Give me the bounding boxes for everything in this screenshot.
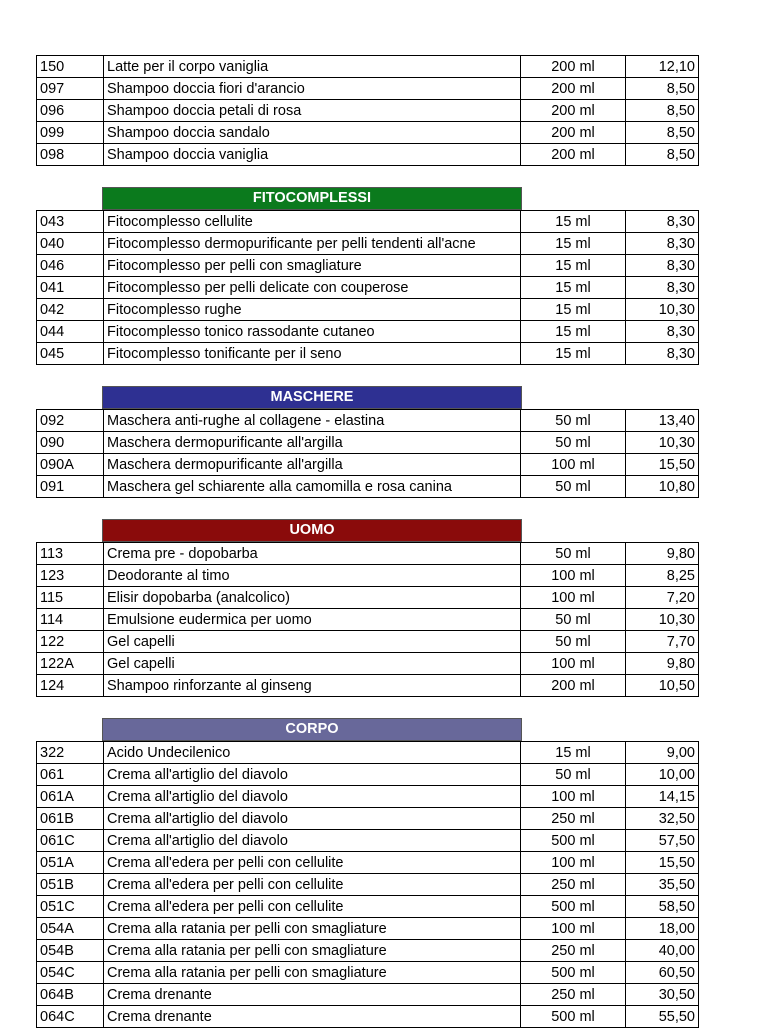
- product-price: 8,30: [626, 277, 699, 299]
- product-price: 10,00: [626, 764, 699, 786]
- product-name: Crema alla ratania per pelli con smagliature: [104, 940, 521, 962]
- product-quantity: 100 ml: [521, 653, 626, 675]
- table-row: [37, 299, 699, 321]
- product-code: 064B: [37, 984, 104, 1006]
- product-quantity: 100 ml: [521, 786, 626, 808]
- product-quantity: 200 ml: [521, 675, 626, 697]
- product-code: 061: [37, 764, 104, 786]
- table-row: [37, 786, 699, 808]
- product-name: Crema alla ratania per pelli con smagliature: [104, 962, 521, 984]
- product-code: 041: [37, 277, 104, 299]
- product-code: 090: [37, 432, 104, 454]
- product-code: 122: [37, 631, 104, 653]
- product-price: 30,50: [626, 984, 699, 1006]
- table-row: [37, 100, 699, 122]
- product-quantity: 500 ml: [521, 962, 626, 984]
- section-spacer: [36, 365, 695, 386]
- product-name: Crema drenante: [104, 1006, 521, 1028]
- product-code: 113: [37, 543, 104, 565]
- product-price: 10,30: [626, 609, 699, 631]
- product-code: 054B: [37, 940, 104, 962]
- product-price: 8,30: [626, 321, 699, 343]
- section-table-fitocomplessi: [36, 210, 699, 365]
- table-row: [37, 144, 699, 166]
- product-quantity: 500 ml: [521, 830, 626, 852]
- product-price: 58,50: [626, 896, 699, 918]
- product-quantity: 100 ml: [521, 918, 626, 940]
- product-quantity: 200 ml: [521, 78, 626, 100]
- table-row: [37, 233, 699, 255]
- product-name: Emulsione eudermica per uomo: [104, 609, 521, 631]
- product-price: 32,50: [626, 808, 699, 830]
- product-code: 090A: [37, 454, 104, 476]
- product-price: 15,50: [626, 852, 699, 874]
- table-row: [37, 830, 699, 852]
- table-row: [37, 874, 699, 896]
- product-quantity: 50 ml: [521, 631, 626, 653]
- product-code: 044: [37, 321, 104, 343]
- product-price: 60,50: [626, 962, 699, 984]
- section-table-maschere: [36, 409, 699, 498]
- product-price: 14,15: [626, 786, 699, 808]
- product-quantity: 100 ml: [521, 852, 626, 874]
- product-name: Maschera anti-rughe al collagene - elastina: [104, 410, 521, 432]
- product-name: Maschera dermopurificante all'argilla: [104, 432, 521, 454]
- product-price: 8,30: [626, 211, 699, 233]
- product-quantity: 500 ml: [521, 1006, 626, 1028]
- product-price: 15,50: [626, 454, 699, 476]
- product-code: 122A: [37, 653, 104, 675]
- product-price: 8,50: [626, 100, 699, 122]
- product-name: Fitocomplesso cellulite: [104, 211, 521, 233]
- product-name: Acido Undecilenico: [104, 742, 521, 764]
- table-row: [37, 984, 699, 1006]
- product-quantity: 200 ml: [521, 144, 626, 166]
- section-spacer: [36, 166, 695, 187]
- product-name: Shampoo doccia vaniglia: [104, 144, 521, 166]
- table-row: [37, 962, 699, 984]
- product-code: 054A: [37, 918, 104, 940]
- product-name: Crema all'artiglio del diavolo: [104, 830, 521, 852]
- product-code: 150: [37, 56, 104, 78]
- product-code: 091: [37, 476, 104, 498]
- product-code: 097: [37, 78, 104, 100]
- table-row: [37, 78, 699, 100]
- product-price: 35,50: [626, 874, 699, 896]
- table-row: [37, 211, 699, 233]
- product-code: 124: [37, 675, 104, 697]
- table-row: [37, 122, 699, 144]
- product-code: 061B: [37, 808, 104, 830]
- table-row: [37, 764, 699, 786]
- product-price: 9,00: [626, 742, 699, 764]
- product-name: Shampoo rinforzante al ginseng: [104, 675, 521, 697]
- product-name: Fitocomplesso dermopurificante per pelli tendenti all'acne: [104, 233, 521, 255]
- product-code: 045: [37, 343, 104, 365]
- section-header-corpo: CORPO: [102, 718, 522, 741]
- section-spacer: [36, 498, 695, 519]
- product-price: 9,80: [626, 543, 699, 565]
- product-price: 55,50: [626, 1006, 699, 1028]
- product-name: Gel capelli: [104, 631, 521, 653]
- table-row: [37, 742, 699, 764]
- product-price: 40,00: [626, 940, 699, 962]
- product-name: Crema all'artiglio del diavolo: [104, 764, 521, 786]
- product-quantity: 50 ml: [521, 609, 626, 631]
- product-price: 7,20: [626, 587, 699, 609]
- product-price: 8,50: [626, 78, 699, 100]
- product-name: Deodorante al timo: [104, 565, 521, 587]
- sections-container: [36, 166, 695, 1028]
- product-code: 061A: [37, 786, 104, 808]
- product-quantity: 50 ml: [521, 432, 626, 454]
- product-price: 9,80: [626, 653, 699, 675]
- table-row: [37, 543, 699, 565]
- product-name: Elisir dopobarba (analcolico): [104, 587, 521, 609]
- product-name: Crema drenante: [104, 984, 521, 1006]
- product-quantity: 50 ml: [521, 543, 626, 565]
- product-quantity: 250 ml: [521, 808, 626, 830]
- product-code: 046: [37, 255, 104, 277]
- product-quantity: 250 ml: [521, 940, 626, 962]
- table-row: [37, 808, 699, 830]
- product-code: 042: [37, 299, 104, 321]
- product-quantity: 15 ml: [521, 233, 626, 255]
- table-row: [37, 476, 699, 498]
- product-price: 10,30: [626, 432, 699, 454]
- product-quantity: 15 ml: [521, 211, 626, 233]
- product-name: Crema all'artiglio del diavolo: [104, 808, 521, 830]
- product-price: 13,40: [626, 410, 699, 432]
- table-row: [37, 587, 699, 609]
- product-code: 051C: [37, 896, 104, 918]
- section-spacer: [36, 697, 695, 718]
- product-code: 043: [37, 211, 104, 233]
- table-row: [37, 277, 699, 299]
- table-row: [37, 432, 699, 454]
- table-row: [37, 918, 699, 940]
- table-row: [37, 454, 699, 476]
- product-price: 57,50: [626, 830, 699, 852]
- table-row: [37, 653, 699, 675]
- product-price: 8,50: [626, 122, 699, 144]
- product-code: 099: [37, 122, 104, 144]
- product-price: 10,30: [626, 299, 699, 321]
- product-code: 123: [37, 565, 104, 587]
- product-code: 064C: [37, 1006, 104, 1028]
- product-code: 098: [37, 144, 104, 166]
- product-quantity: 15 ml: [521, 277, 626, 299]
- table-row: [37, 343, 699, 365]
- product-name: Crema pre - dopobarba: [104, 543, 521, 565]
- product-name: Shampoo doccia petali di rosa: [104, 100, 521, 122]
- table-row: [37, 1006, 699, 1028]
- product-name: Gel capelli: [104, 653, 521, 675]
- table-row: [37, 410, 699, 432]
- product-price: 10,80: [626, 476, 699, 498]
- product-quantity: 15 ml: [521, 321, 626, 343]
- product-name: Latte per il corpo vaniglia: [104, 56, 521, 78]
- product-quantity: 50 ml: [521, 476, 626, 498]
- product-quantity: 15 ml: [521, 255, 626, 277]
- table-row: [37, 321, 699, 343]
- product-price: 10,50: [626, 675, 699, 697]
- table-row: [37, 852, 699, 874]
- product-code: 061C: [37, 830, 104, 852]
- product-name: Crema all'edera per pelli con cellulite: [104, 852, 521, 874]
- product-quantity: 100 ml: [521, 587, 626, 609]
- section-header-fitocomplessi: FITOCOMPLESSI: [102, 187, 522, 210]
- product-name: Fitocomplesso tonico rassodante cutaneo: [104, 321, 521, 343]
- product-quantity: 50 ml: [521, 410, 626, 432]
- product-quantity: 100 ml: [521, 565, 626, 587]
- product-price: 8,30: [626, 343, 699, 365]
- table-row: [37, 565, 699, 587]
- product-quantity: 200 ml: [521, 56, 626, 78]
- product-code: 322: [37, 742, 104, 764]
- product-code: 114: [37, 609, 104, 631]
- product-quantity: 15 ml: [521, 343, 626, 365]
- product-code: 051B: [37, 874, 104, 896]
- table-row: [37, 56, 699, 78]
- product-quantity: 250 ml: [521, 984, 626, 1006]
- product-name: Shampoo doccia fiori d'arancio: [104, 78, 521, 100]
- product-name: Crema all'artiglio del diavolo: [104, 786, 521, 808]
- product-name: Fitocomplesso tonificante per il seno: [104, 343, 521, 365]
- product-name: Crema all'edera per pelli con cellulite: [104, 874, 521, 896]
- section-header-uomo: UOMO: [102, 519, 522, 542]
- product-name: Fitocomplesso rughe: [104, 299, 521, 321]
- product-price: 8,25: [626, 565, 699, 587]
- table-row: [37, 675, 699, 697]
- product-code: 051A: [37, 852, 104, 874]
- product-price: 12,10: [626, 56, 699, 78]
- price-list: [36, 55, 695, 1028]
- table-row: [37, 896, 699, 918]
- product-quantity: 100 ml: [521, 454, 626, 476]
- product-quantity: 200 ml: [521, 122, 626, 144]
- product-quantity: 200 ml: [521, 100, 626, 122]
- product-name: Fitocomplesso per pelli con smagliature: [104, 255, 521, 277]
- product-code: 092: [37, 410, 104, 432]
- product-quantity: 250 ml: [521, 874, 626, 896]
- product-name: Shampoo doccia sandalo: [104, 122, 521, 144]
- product-quantity: 50 ml: [521, 764, 626, 786]
- product-name: Fitocomplesso per pelli delicate con couperose: [104, 277, 521, 299]
- product-code: 115: [37, 587, 104, 609]
- product-price: 8,30: [626, 255, 699, 277]
- product-price: 8,50: [626, 144, 699, 166]
- product-name: Maschera gel schiarente alla camomilla e rosa canina: [104, 476, 521, 498]
- top-table: [36, 55, 699, 166]
- product-code: 096: [37, 100, 104, 122]
- product-quantity: 15 ml: [521, 299, 626, 321]
- product-price: 7,70: [626, 631, 699, 653]
- product-code: 054C: [37, 962, 104, 984]
- section-table-uomo: [36, 542, 699, 697]
- product-quantity: 15 ml: [521, 742, 626, 764]
- table-row: [37, 631, 699, 653]
- table-row: [37, 940, 699, 962]
- product-price: 8,30: [626, 233, 699, 255]
- section-table-corpo: [36, 741, 699, 1028]
- table-row: [37, 609, 699, 631]
- product-name: Crema alla ratania per pelli con smagliature: [104, 918, 521, 940]
- section-header-maschere: MASCHERE: [102, 386, 522, 409]
- product-name: Maschera dermopurificante all'argilla: [104, 454, 521, 476]
- product-code: 040: [37, 233, 104, 255]
- product-quantity: 500 ml: [521, 896, 626, 918]
- product-name: Crema all'edera per pelli con cellulite: [104, 896, 521, 918]
- product-price: 18,00: [626, 918, 699, 940]
- table-row: [37, 255, 699, 277]
